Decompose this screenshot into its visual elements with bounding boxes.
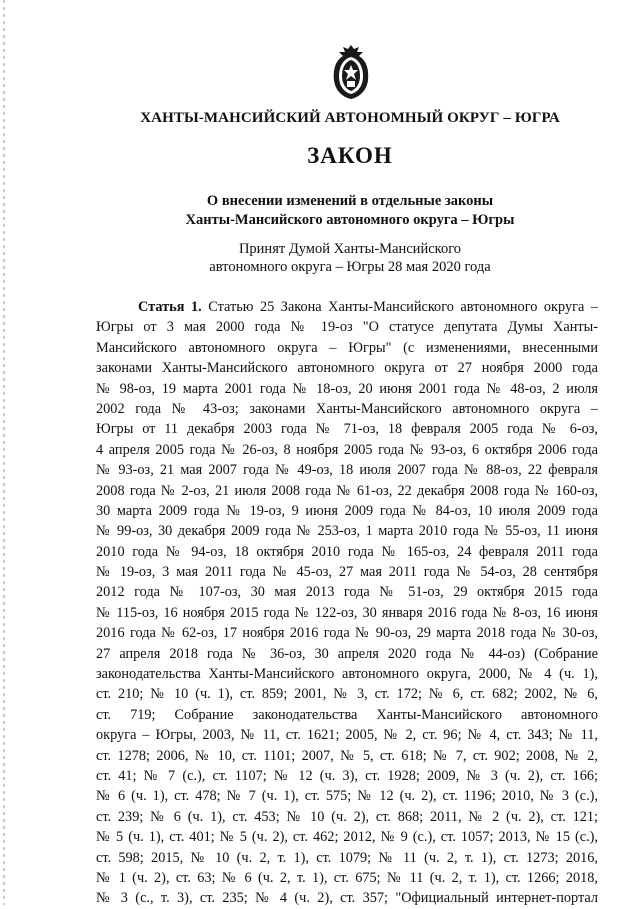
scan-edge-artifact [3, 0, 5, 905]
article-line: 2008 года № 2-оз, 21 июля 2008 года № 61-оз, 22 декабря 2008 года № 160-оз, [96, 482, 598, 499]
article-line: 27 апреля 2018 года № 36-оз, 30 апреля 2020 года № 44-оз) (Собрание [96, 645, 598, 662]
article-line: № 93-оз, 21 мая 2007 года № 49-оз, 18 июля 2007 года № 88-оз, 22 февраля [96, 462, 598, 479]
article-first-line-text: Статью 25 Закона Ханты-Мансийского автономного округа – [201, 299, 598, 315]
article-line: 4 апреля 2005 года № 26-оз, 8 ноября 2005 года № 93-оз, 6 октября 2006 года [96, 441, 598, 458]
article-line: 30 марта 2009 года № 19-оз, 9 июня 2009 года № 84-оз, 10 июля 2009 года [96, 502, 598, 519]
article-line: № 115-оз, 16 ноября 2015 года № 122-оз, 30 января 2016 года № 8-оз, 16 июня [96, 604, 598, 621]
article-line: 2002 года № 43-оз; законами Ханты-Мансийского автономного округа – [96, 400, 598, 417]
document-type-title: ЗАКОН [307, 143, 393, 168]
article-line: ст. 598; 2015, № 10 (ч. 2, т. 1), ст. 1079; № 11 (ч. 2, т. 1), ст. 1273; 2016, [96, 849, 598, 866]
article-line: № 6 (ч. 1), ст. 478; № 7 (ч. 1), ст. 575; № 12 (ч. 2), ст. 1196; 2010, № 3 (с.), [96, 788, 598, 805]
adoption-note-line: автономного округа – Югры 28 мая 2020 года [209, 259, 491, 275]
article-line: № 3 (с., т. 3), ст. 235; № 4 (ч. 2), ст. 357; "Официальный интернет-портал [96, 890, 598, 907]
law-subtitle-line: О внесении изменений в отдельные законы [206, 193, 494, 209]
article-line: № 19-оз, 3 мая 2011 года № 45-оз, 27 мая 2011 года № 54-оз, 28 сентября [96, 564, 598, 581]
law-subtitle [0, 192, 640, 230]
article-line: ст. 1278; 2006, № 10, ст. 1101; 2007, № 5, ст. 618; № 7, ст. 902; 2008, № 2, [96, 747, 598, 764]
article-line: № 99-оз, 30 декабря 2009 года № 253-оз, 1 марта 2010 года № 55-оз, 11 июня [96, 523, 598, 540]
article-line: Мансийского автономного округа – Югры" (с изменениями, внесенными [96, 339, 598, 356]
article-line: 2010 года № 94-оз, 18 октября 2010 года № 165-оз, 24 февраля 2011 года [96, 543, 598, 560]
article-line: законами Ханты-Мансийского автономного округа от 27 ноября 2000 года [96, 360, 598, 377]
law-subtitle-line: Ханты-Мансийского автономного округа – Югры [185, 212, 515, 228]
article-label: Статья 1. [138, 299, 202, 315]
adoption-note-line: Принят Думой Ханты-Мансийского [238, 241, 462, 257]
article-line: ст. 210; № 10 (ч. 1), ст. 859; 2001, № 3, ст. 172; № 6, ст. 682; 2002, № 6, [96, 686, 598, 703]
article-line: № 98-оз, 19 марта 2001 года № 18-оз, 20 июня 2001 года № 48-оз, 2 июля [96, 380, 598, 397]
article-line: законодательства Ханты-Мансийского автономного округа, 2000, № 4 (ч. 1), [96, 666, 598, 683]
adoption-note [0, 240, 640, 276]
article-line: ст. 239; № 6 (ч. 1), ст. 453; № 10 (ч. 2), ст. 868; 2011, № 2 (ч. 2), ст. 121; [96, 808, 598, 825]
coat-of-arms-icon [330, 43, 372, 101]
article-line: ст. 719; Собрание законодательства Ханты-Мансийского автономного [96, 706, 598, 723]
article-1-text [96, 297, 598, 909]
article-line: 2016 года № 62-оз, 17 ноября 2016 года № 90-оз, 29 марта 2018 года № 30-оз, [96, 625, 598, 642]
article-line: № 5 (ч. 1), ст. 401; № 5 (ч. 2), ст. 462; 2012, № 9 (с.), ст. 1057; 2013, № 15 (с.), [96, 829, 598, 846]
article-line: Югры от 3 мая 2000 года № 19-оз "О статусе депутата Думы Ханты- [96, 319, 598, 336]
region-title: ХАНТЫ-МАНСИЙСКИЙ АВТОНОМНЫЙ ОКРУГ – ЮГРА [140, 110, 560, 126]
article-line: Югры от 11 декабря 2003 года № 71-оз, 18 февраля 2005 года № 6-оз, [96, 421, 598, 438]
article-line: ст. 41; № 7 (с.), ст. 1107; № 12 (ч. 3), ст. 1928; 2009, № 3 (ч. 2), ст. 166; [96, 767, 598, 784]
article-first-line [96, 297, 598, 317]
article-line: 2012 года № 107-оз, 30 мая 2013 года № 51-оз, 29 октября 2015 года [96, 584, 598, 601]
article-line: округа – Югры, 2003, № 11, ст. 1621; 2005, № 2, ст. 96; № 4, ст. 343; № 11, [96, 727, 598, 744]
article-line: № 1 (ч. 2), ст. 63; № 6 (ч. 2, т. 1), ст. 675; № 11 (ч. 2, т. 1), ст. 1266; 2018, [96, 869, 598, 886]
